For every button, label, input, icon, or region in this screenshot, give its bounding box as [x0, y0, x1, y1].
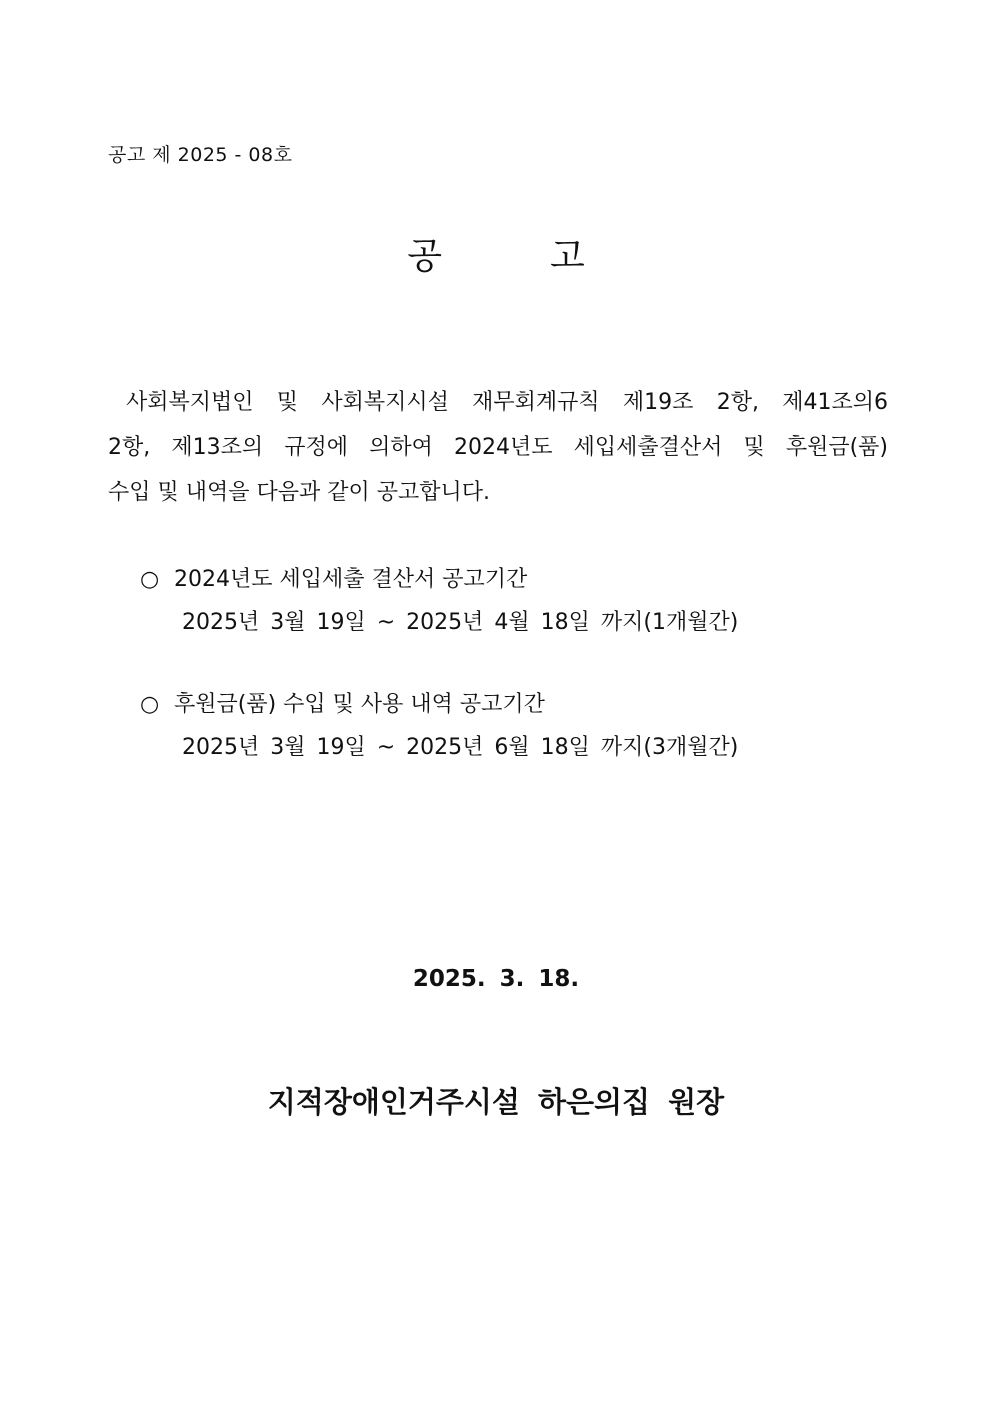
notice-number: 공고 제 2025 - 08호 [108, 144, 293, 166]
title-char-second: 고 [550, 236, 585, 277]
notice-item-donation [140, 683, 738, 769]
body-line-3: 수입 및 내역을 다음과 같이 공고합니다. [108, 480, 490, 505]
notice-date: 2025. 3. 18. [412, 966, 580, 992]
body-line-2: 2항, 제13조의 규정에 의하여 2024년도 세입세출결산서 및 후원금(품) [108, 435, 888, 460]
item-title [140, 558, 738, 601]
circle-bullet-icon: ○ [140, 692, 160, 717]
document-title [0, 228, 992, 279]
item-title-text: 후원금(품) 수입 및 사용 내역 공고기간 [174, 692, 545, 717]
item-period: 2025년 3월 19일 ~ 2025년 4월 18일 까지(1개월간) [182, 610, 739, 635]
circle-bullet-icon: ○ [140, 567, 160, 592]
body-line-1: 사회복지법인 및 사회복지시설 재무회계규칙 제19조 2항, 제41조의6 [126, 390, 888, 415]
body-paragraph [108, 380, 888, 515]
title-char-first: 공 [407, 236, 442, 277]
item-period: 2025년 3월 19일 ~ 2025년 6월 18일 까지(3개월간) [182, 735, 739, 760]
item-title [140, 683, 738, 726]
notice-item-settlement [140, 558, 738, 644]
item-title-text: 2024년도 세입세출 결산서 공고기간 [174, 567, 528, 592]
signature: 지적장애인거주시설 하은의집 원장 [267, 1085, 725, 1119]
